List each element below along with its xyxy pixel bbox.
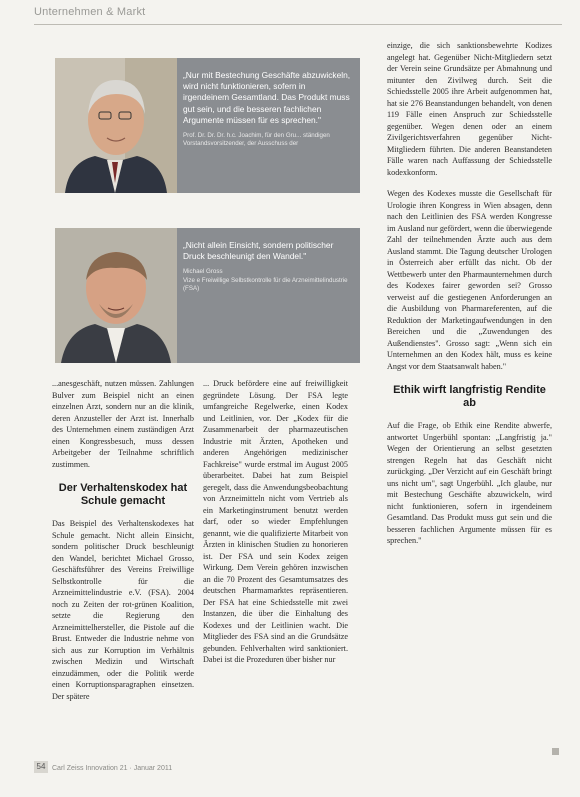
article-end-mark xyxy=(552,748,559,755)
article-column-3 xyxy=(387,40,552,547)
quote-caption-1: Prof. Dr. Dr. Dr. h.c. Joachim, für den Gru... ständigen Vorstandsvorsitzender, der Ausschuss der xyxy=(183,132,330,148)
paragraph: Auf die Frage, ob Ethik eine Rendite abwerfe, antwortet Ungerbühl spontan: „Langfristig ja." Wegen der Orientierung an selbst gesetzten strengen Regeln hat das Geschäft nicht zurückging. „Der Verzicht auf ein Geschäft bringt uns nicht um", sagt Ungerbühl. „Ich glaube, nur mit Bestechung Geschäfte abzuwickeln, wird nicht funktionieren, sofern in irgendeinem Gesamtland. Das Produkt muss gut sein und die besseren fachlichen Argumente müssen für es sprechen." xyxy=(387,421,552,545)
article-column-1 xyxy=(52,378,194,702)
quote-panel-2 xyxy=(55,228,360,363)
article-column-2 xyxy=(203,378,348,666)
subheading: Ethik wirft langfristig Rendite ab xyxy=(393,384,546,409)
pull-quote-1: „Nur mit Bestechung Geschäfte abzuwickeln, wird nicht funktionieren, sofern in irgendeinem Gesamtland. Das Produkt muss gut sein, und die besseren fachlichen Argumente müssen für es sprechen." xyxy=(183,70,351,125)
paragraph: ... Druck befördere eine auf freiwilligkeit gegründete Lösung. Der FSA legte umfangreiche Regelwerke, einen Kodex und Leitlinien, vor. Der „Kodex für die Zusammenarbeit der pharmazeutischen Industrie mit Ärzten, Apotheken und anderen Angehörigen medizinischer Fachkreise" wurde erstmal im August 2005 überarbeitet. Dabei hat zum Beispiel geregelt, dass die Anwendungsbeobachtung von Arzneimitteln nicht vom Vertrieb als ein Marketinginstrument benutzt werden darf, oder so wieder Empfehlungen genannt, wie die qualifizierte Mitarbeit von Ärzten in klinischen Studien zu honorieren ist. Der FSA und sein Kodex zeigen Wirkung. Dem Verein gehören inzwischen an die 70 Prozent des Gesamtumsatzes des deutschen Pharmamarktes repräsentieren. Der FSA hat eine Schiedsstelle mit zwei Instanzen, die über die Einhaltung des Kodexes und der Leitlinien wacht. Die Mitglieder des FSA sind an die Grundsätze gebunden. Fehlverhalten wird sanktioniert. Dabei ist die Prozeduren über bisher nur xyxy=(203,379,348,664)
quote-caption-role-2: Vize e Freiwillige Selbstkontrolle für die Arzneimittelindustrie (FSA) xyxy=(183,277,348,293)
quote-block-1 xyxy=(183,70,351,148)
quote-panel-1 xyxy=(55,58,360,193)
paragraph: einzige, die sich sanktionsbewehrte Kodizes angelegt hat. Gegenüber Nicht-Mitgliedern setzt der Verein seine Grundsätze per Abmahnung und mitunter den Zivilweg durch. Seit die Schiedsstelle 2005 ihre Arbeit aufgenommen hat, hat sie 276 Beanstandungen behandelt, von denen 119 Fälle einen Anspruch zur Schiedsstelle gegenüber. Wegen denen oder an einem Zivilgerichtsverfahren gegenüber Nicht-Mitgliedern führten. Die anderen Beanstandeten Fälle waren nach Auffassung der Schiedsstelle kodexkonform. xyxy=(387,41,552,177)
page-number: 54 xyxy=(34,761,48,773)
section-header: Unternehmen & Markt xyxy=(34,6,146,18)
subheading: Der Verhaltenskodex hat Schule gemacht xyxy=(58,482,188,507)
paragraph: ...anesgeschäft, nutzen müssen. Zahlungen Bulver zum Beispiel nicht an einen einzelnen Arzt, sondern nur an die klinik, deren Anzusteller der Arzt ist. Innerhalb des Unternehmen einem zuständigen Arzt einen Kongressbesuch, muss dessen Arbeitgeber der Teilnahme schriftlich zustimmen. xyxy=(52,379,194,469)
portrait-photo-2 xyxy=(55,228,177,363)
quote-block-2 xyxy=(183,240,351,293)
paragraph: Das Beispiel des Verhaltenskodexes hat Schule gemacht. Nicht allein Einsicht, sondern politischer Druck beschleunigt den Wandel, berichtet Michael Grosso, Geschäftsführer des Vereins Freiwillige Selbstkontrolle für die Arzneimittelindustrie e.V. (FSA). 2004 noch zu Zeiten der rot-grünen Koalition, setzte die Regierung den Arzneimittelhersteller, die Pistole auf die Brust. Entweder die Industrie nehme von sich aus zur Korruption im Verhältnis zwischen Medizin und Wirtschaft einzudämmen, oder die Politik werde einen Korruptionsparagraphen einsetzen. Der spätere xyxy=(52,519,194,701)
pull-quote-2: „Nicht allein Einsicht, sondern politischer Druck beschleunigt den Wandel." xyxy=(183,240,334,262)
portrait-photo-1 xyxy=(55,58,177,193)
quote-caption-name-2: Michael Gross xyxy=(183,268,223,276)
header-rule xyxy=(34,24,562,25)
paragraph: Wegen des Kodexes musste die Gesellschaft für Urologie ihren Kongress in Wien absagen, denn nach den Leitlinien des FSA werden Kongresse im Ausland nur gefördert, wenn die überwiegende Zahl der teilnehmenden Ärzte auch aus dem Ausland stammt. Die Tagung deutscher Urologen in Österreich aber erfüllt das nicht. Ob der Wettbewerb unter den Pharmaunternehmen durch des Kodexes fairer geworden sei? Grosso verweist auf die gestiegenen Anforderungen an die Ausbildung von Pharmareferenten, auf die Reduktion der Marketingaufwendungen in den Bereichen und die „Zuwendungen des Außendienstes". Grosso sagt: „Wenn sich ein Unternehmen an den Kodex hält, muss es keine Angst vor dem Staatsanwalt haben." xyxy=(387,189,552,371)
footer-text: Carl Zeiss Innovation 21 · Januar 2011 xyxy=(52,765,173,772)
